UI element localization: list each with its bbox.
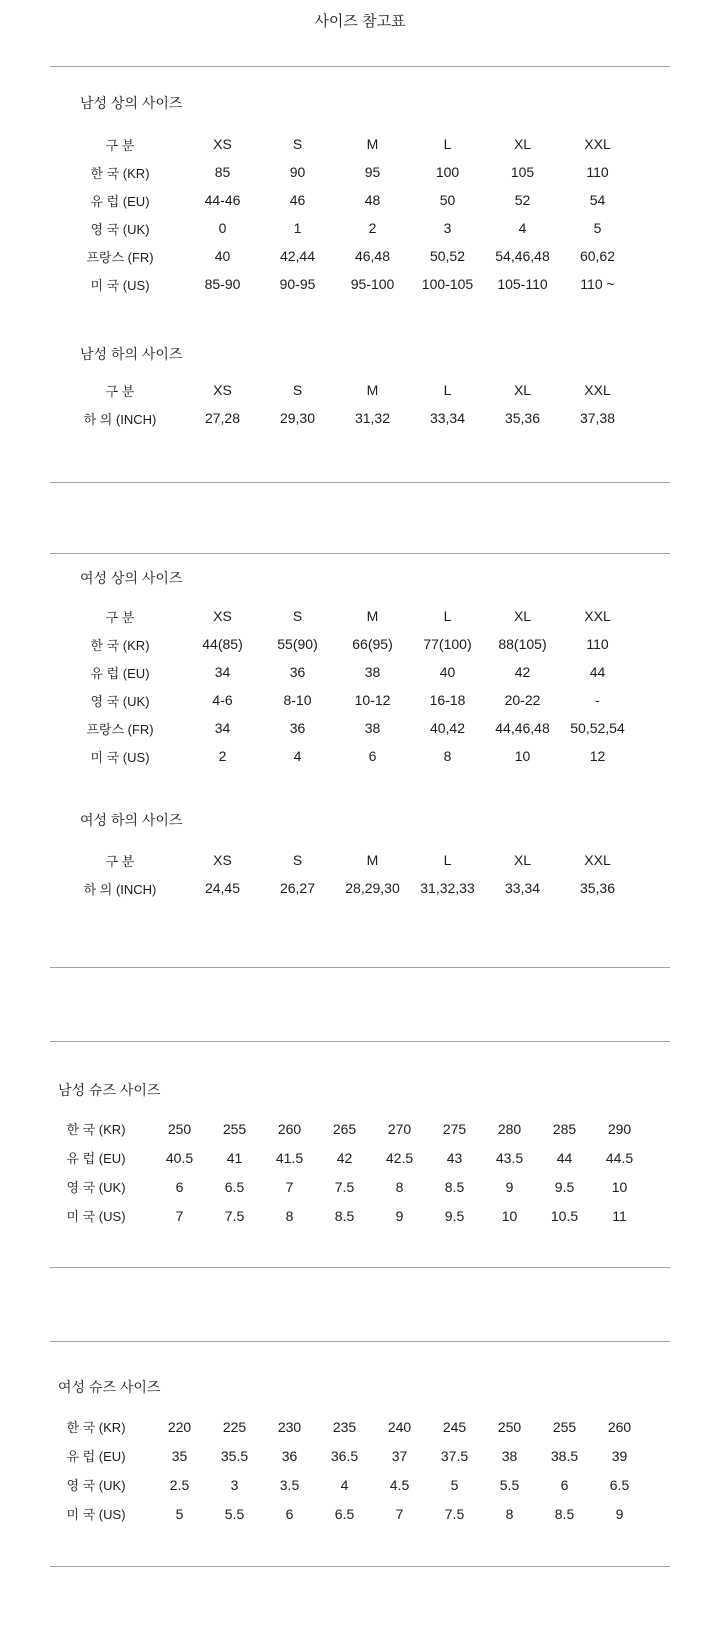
size-value: 6.5 (609, 1476, 630, 1493)
size-value: 260 (607, 1418, 632, 1435)
size-value: 33,34 (429, 410, 466, 426)
size-value: 8.5 (444, 1178, 465, 1195)
size-value: 37.5 (440, 1447, 469, 1464)
corner-header: 구 분 (105, 137, 135, 153)
region-label: 한 국 (KR) (66, 1420, 126, 1435)
size-value: 36 (289, 720, 306, 736)
size-value: 110 (586, 164, 609, 180)
table-row (40, 1499, 647, 1528)
size-column-header: M (366, 852, 379, 868)
size-value: 6 (285, 1505, 294, 1522)
region-label: 하 의 (INCH) (83, 881, 157, 897)
size-value: 9 (615, 1505, 624, 1522)
table-row (55, 742, 635, 770)
corner-header: 구 분 (105, 609, 135, 625)
size-value: 48 (364, 192, 381, 208)
size-value: 12 (589, 748, 606, 764)
size-value: 66(95) (352, 636, 393, 652)
size-value: 46 (289, 192, 306, 208)
table-row (55, 658, 635, 686)
size-value: 8-10 (283, 692, 312, 708)
size-column-header: L (443, 852, 452, 868)
size-value: 7.5 (334, 1178, 355, 1195)
section-title-mens-bottoms: 남성 하의 사이즈 (80, 346, 183, 362)
size-value: 50,52 (429, 248, 466, 264)
size-column-header: XL (513, 852, 532, 868)
size-table-womens-tops (55, 602, 635, 770)
size-value: 5.5 (499, 1476, 520, 1493)
size-value: 9.5 (444, 1207, 465, 1224)
size-value: 35.5 (220, 1447, 249, 1464)
size-value: 260 (277, 1120, 302, 1137)
corner-header: 구 분 (105, 383, 135, 399)
section-title-mens-tops: 남성 상의 사이즈 (80, 95, 183, 111)
size-value: 90-95 (279, 276, 316, 292)
size-value: 37,38 (579, 410, 616, 426)
size-value: 77(100) (423, 636, 472, 652)
size-value: 27,28 (204, 410, 241, 426)
size-value: 35,36 (504, 410, 541, 426)
section-divider (50, 1566, 670, 1567)
size-value: 43.5 (495, 1149, 524, 1166)
size-value: 44,46,48 (495, 720, 550, 736)
size-column-header: M (366, 136, 379, 152)
region-label: 미 국 (US) (66, 1209, 126, 1224)
size-value: 31,32,33 (420, 880, 475, 896)
size-value: 100-105 (421, 276, 474, 292)
table-header-row (55, 130, 635, 158)
size-column-header: XL (513, 136, 532, 152)
section-womens-bottoms (0, 770, 720, 902)
size-column-header: S (292, 382, 303, 398)
size-value: 10.5 (550, 1207, 579, 1224)
size-value: 34 (214, 720, 231, 736)
size-value: 36 (281, 1447, 298, 1464)
size-value: 3 (230, 1476, 239, 1493)
size-table-womens-shoes (40, 1412, 647, 1528)
table-row (40, 1114, 647, 1143)
size-value: 7.5 (444, 1505, 465, 1522)
size-value: 285 (552, 1120, 577, 1137)
size-column-header: XS (213, 136, 232, 152)
size-value: 42.5 (385, 1149, 414, 1166)
size-column-header: XXL (584, 852, 611, 868)
size-value: 6 (560, 1476, 569, 1493)
size-value: 36.5 (330, 1447, 359, 1464)
size-value: 7 (175, 1207, 184, 1224)
table-row (55, 874, 635, 902)
size-value: 8 (443, 748, 452, 764)
size-value: 2 (218, 748, 227, 764)
size-column-header: L (443, 382, 452, 398)
size-value: 39 (611, 1447, 628, 1464)
section-divider (50, 482, 670, 483)
size-value: 44 (556, 1149, 573, 1166)
size-value: 250 (497, 1418, 522, 1435)
region-label: 프랑스 (FR) (86, 721, 154, 737)
region-label: 미 국 (US) (90, 749, 150, 765)
table-header-row (55, 846, 635, 874)
size-value: 88(105) (498, 636, 547, 652)
size-value: 4 (518, 220, 527, 236)
size-value: 265 (332, 1120, 357, 1137)
size-value: 16-18 (429, 692, 466, 708)
table-row (40, 1441, 647, 1470)
size-column-header: L (443, 608, 452, 624)
size-value: 29,30 (279, 410, 316, 426)
size-value: 4 (340, 1476, 349, 1493)
size-value: 3.5 (279, 1476, 300, 1493)
size-value: 95-100 (350, 276, 395, 292)
size-value: 8.5 (554, 1505, 575, 1522)
size-value: 85 (214, 164, 231, 180)
size-table-mens-shoes (40, 1114, 647, 1230)
size-value: 11 (612, 1207, 627, 1224)
size-value: 40.5 (165, 1149, 194, 1166)
size-value: 5 (450, 1476, 459, 1493)
size-value: 50,52,54 (570, 720, 625, 736)
size-value: 85-90 (204, 276, 241, 292)
page-title: 사이즈 참고표 (314, 13, 406, 30)
table-row (40, 1412, 647, 1441)
size-column-header: S (292, 608, 303, 624)
section-womens-tops (0, 554, 720, 770)
size-column-header: XXL (584, 136, 611, 152)
size-value: 10 (514, 748, 531, 764)
region-label: 미 국 (US) (90, 277, 150, 293)
size-value: 8 (395, 1178, 404, 1195)
size-value: 2.5 (169, 1476, 190, 1493)
size-value: 280 (497, 1120, 522, 1137)
size-value: 225 (222, 1418, 247, 1435)
size-value: 38.5 (550, 1447, 579, 1464)
size-value: 42 (336, 1149, 353, 1166)
size-value: 230 (277, 1418, 302, 1435)
size-value: 0 (218, 220, 227, 236)
region-label: 유 럽 (EU) (90, 665, 150, 681)
size-value: 4.5 (389, 1476, 410, 1493)
size-column-header: L (443, 136, 452, 152)
region-label: 유 럽 (EU) (66, 1449, 126, 1464)
size-value: 54,46,48 (495, 248, 550, 264)
size-table-mens-bottoms (55, 376, 635, 432)
size-value: 290 (607, 1120, 632, 1137)
size-value: 10-12 (354, 692, 391, 708)
size-value: 42 (514, 664, 531, 680)
size-column-header: M (366, 382, 379, 398)
size-value: 44(85) (202, 636, 243, 652)
section-mens-bottoms (0, 298, 720, 432)
size-value: 38 (364, 720, 381, 736)
section-title-womens-bottoms: 여성 하의 사이즈 (80, 812, 183, 828)
size-value: 95 (364, 164, 381, 180)
size-value: 46,48 (354, 248, 391, 264)
size-value: 31,32 (354, 410, 391, 426)
size-column-header: S (292, 852, 303, 868)
size-value: 4 (293, 748, 302, 764)
size-table-mens-tops (55, 130, 635, 298)
size-column-header: XXL (584, 382, 611, 398)
size-value: 24,45 (204, 880, 241, 896)
table-row (40, 1172, 647, 1201)
size-value: 41.5 (275, 1149, 304, 1166)
size-column-header: XS (213, 382, 232, 398)
size-value: 105 (510, 164, 535, 180)
size-value: 250 (167, 1120, 192, 1137)
table-row (55, 214, 635, 242)
size-value: 275 (442, 1120, 467, 1137)
size-value: 270 (387, 1120, 412, 1137)
size-column-header: S (292, 136, 303, 152)
table-row (55, 270, 635, 298)
size-value: 33,34 (504, 880, 541, 896)
section-divider (50, 1267, 670, 1268)
table-row (40, 1143, 647, 1172)
table-row (40, 1470, 647, 1499)
size-value: 8 (505, 1505, 514, 1522)
size-value: 220 (167, 1418, 192, 1435)
size-value: 5 (175, 1505, 184, 1522)
size-value: 34 (214, 664, 231, 680)
region-label: 영 국 (UK) (66, 1180, 126, 1195)
size-value: 8 (285, 1207, 294, 1224)
size-value: 54 (589, 192, 606, 208)
table-row (55, 404, 635, 432)
size-value: 110 (586, 636, 609, 652)
size-value: 10 (611, 1178, 628, 1195)
size-value: 5.5 (224, 1505, 245, 1522)
section-title-womens-shoes: 여성 슈즈 사이즈 (58, 1379, 161, 1395)
region-label: 한 국 (KR) (90, 165, 150, 181)
size-value: 7 (395, 1505, 404, 1522)
size-value: 110 ~ (580, 276, 615, 292)
table-row (55, 186, 635, 214)
size-value: 100 (435, 164, 460, 180)
size-value: 255 (552, 1418, 577, 1435)
size-value: 7.5 (224, 1207, 245, 1224)
size-value: 43 (446, 1149, 463, 1166)
size-value: 40 (214, 248, 231, 264)
table-row (55, 630, 635, 658)
size-value: 37 (391, 1447, 408, 1464)
size-value: 5 (593, 220, 602, 236)
section-title-mens-shoes: 남성 슈즈 사이즈 (58, 1082, 161, 1098)
region-label: 유 럽 (EU) (66, 1151, 126, 1166)
table-row (55, 686, 635, 714)
size-value: 245 (442, 1418, 467, 1435)
section-mens-tops (0, 67, 720, 298)
size-value: 44-46 (204, 192, 241, 208)
size-column-header: XS (213, 852, 232, 868)
size-value: 1 (293, 220, 302, 236)
size-value: 40,42 (429, 720, 466, 736)
size-value: 8.5 (334, 1207, 355, 1224)
size-value: 4-6 (212, 692, 233, 708)
size-value: 9 (395, 1207, 404, 1224)
size-value: 235 (332, 1418, 357, 1435)
size-value: 36 (289, 664, 306, 680)
region-label: 영 국 (UK) (90, 221, 150, 237)
size-value: 3 (443, 220, 452, 236)
size-value: 6 (368, 748, 377, 764)
region-label: 프랑스 (FR) (86, 249, 154, 265)
size-value: 90 (289, 164, 306, 180)
size-column-header: XL (513, 382, 532, 398)
size-value: 38 (364, 664, 381, 680)
size-value: 9 (505, 1178, 514, 1195)
table-row (40, 1201, 647, 1230)
size-value: 105-110 (497, 276, 548, 292)
region-label: 한 국 (KR) (66, 1122, 126, 1137)
size-value: 50 (439, 192, 456, 208)
region-label: 영 국 (UK) (66, 1478, 126, 1493)
table-header-row (55, 602, 635, 630)
size-value: 38 (501, 1447, 518, 1464)
size-value: 44.5 (605, 1149, 634, 1166)
size-value: 60,62 (579, 248, 616, 264)
region-label: 하 의 (INCH) (83, 411, 157, 427)
table-row (55, 158, 635, 186)
size-value: 6.5 (334, 1505, 355, 1522)
region-label: 유 럽 (EU) (90, 193, 150, 209)
table-row (55, 242, 635, 270)
size-value: 42,44 (279, 248, 316, 264)
size-value: 6 (175, 1178, 184, 1195)
size-value: 41 (226, 1149, 243, 1166)
section-womens-shoes (0, 1342, 720, 1528)
table-row (55, 714, 635, 742)
size-value: 52 (514, 192, 531, 208)
section-divider (50, 967, 670, 968)
table-header-row (55, 376, 635, 404)
size-table-womens-bottoms (55, 846, 635, 902)
size-column-header: XXL (584, 608, 611, 624)
size-value: 10 (501, 1207, 518, 1224)
section-title-womens-tops: 여성 상의 사이즈 (80, 570, 183, 586)
section-mens-shoes (0, 1042, 720, 1230)
size-value: - (595, 692, 600, 708)
size-value: 35,36 (579, 880, 616, 896)
size-value: 40 (439, 664, 456, 680)
size-column-header: XS (213, 608, 232, 624)
size-value: 240 (387, 1418, 412, 1435)
size-value: 255 (222, 1120, 247, 1137)
region-label: 영 국 (UK) (90, 693, 150, 709)
size-value: 28,29,30 (345, 880, 400, 896)
size-column-header: XL (513, 608, 532, 624)
size-value: 20-22 (504, 692, 541, 708)
size-value: 6.5 (224, 1178, 245, 1195)
size-value: 44 (589, 664, 606, 680)
region-label: 미 국 (US) (66, 1507, 126, 1522)
size-value: 35 (171, 1447, 188, 1464)
size-value: 7 (285, 1178, 294, 1195)
size-value: 26,27 (279, 880, 316, 896)
corner-header: 구 분 (105, 853, 135, 869)
size-column-header: M (366, 608, 379, 624)
size-value: 9.5 (554, 1178, 575, 1195)
size-value: 55(90) (277, 636, 318, 652)
size-value: 2 (368, 220, 377, 236)
region-label: 한 국 (KR) (90, 637, 150, 653)
